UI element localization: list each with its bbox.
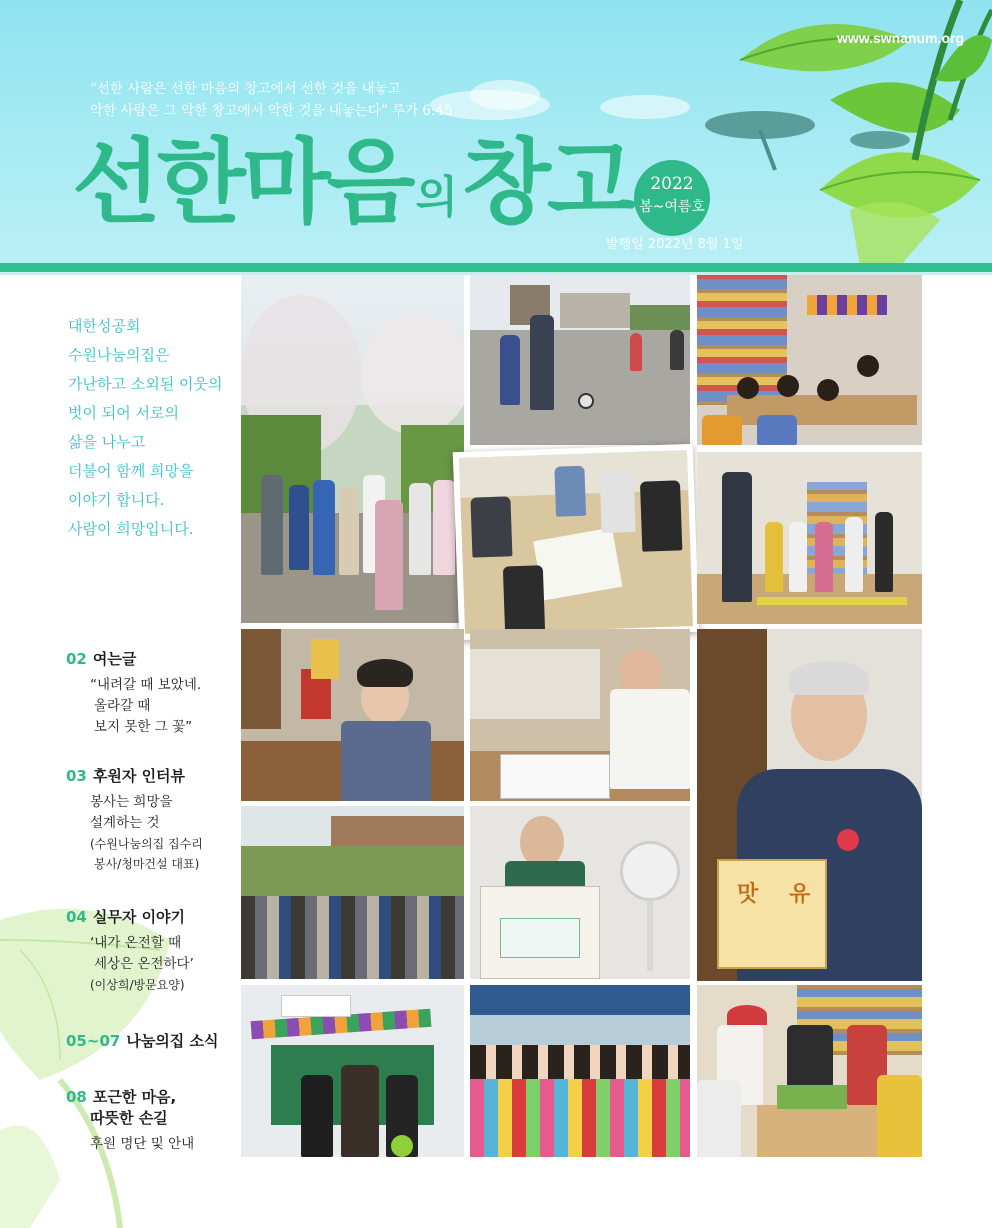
gift-label-2: 유 bbox=[789, 882, 811, 907]
bed bbox=[470, 649, 600, 719]
intro-line: 더불어 함께 희망을 bbox=[68, 462, 194, 480]
toc-title: 나눔의집 소식 bbox=[126, 1032, 219, 1050]
child bbox=[470, 496, 512, 557]
child bbox=[877, 1075, 922, 1157]
floor-tape bbox=[757, 597, 907, 605]
photo-christmas bbox=[697, 985, 922, 1157]
children-in-hanbok bbox=[470, 1077, 690, 1157]
intro-line: 수원나눔의집은 bbox=[68, 346, 170, 364]
gift-box bbox=[717, 859, 827, 969]
title-part-3: 창고 bbox=[462, 129, 632, 236]
intro-line: 가난하고 소외된 이웃의 bbox=[68, 375, 223, 393]
person bbox=[339, 487, 359, 575]
photo-outdoor-group bbox=[241, 806, 464, 979]
child bbox=[554, 466, 586, 517]
adult bbox=[722, 472, 752, 602]
toc-line: ‘내가 온전할 때 bbox=[90, 935, 182, 951]
badge-season: 봄~여름호 bbox=[639, 199, 705, 215]
toc-page-number: 02 bbox=[66, 650, 87, 668]
toc-title: 후원자 인터뷰 bbox=[92, 767, 186, 785]
photo-woman-fan bbox=[470, 806, 690, 979]
toc-item[interactable] bbox=[66, 1030, 219, 1051]
party-banner bbox=[807, 295, 887, 315]
toc-page-number: 05~07 bbox=[66, 1032, 121, 1050]
child bbox=[630, 333, 642, 371]
hair bbox=[789, 661, 869, 695]
electric-fan bbox=[620, 841, 680, 901]
toc-note: (이상희/방문요양) bbox=[90, 978, 185, 992]
masthead-title bbox=[72, 128, 632, 248]
hair bbox=[357, 659, 413, 687]
photo-elderly-woman bbox=[241, 629, 464, 801]
header-divider bbox=[0, 263, 992, 272]
child bbox=[600, 472, 636, 533]
intro-line: 삶을 나누고 bbox=[68, 433, 146, 451]
child-head bbox=[737, 377, 759, 399]
toc-title: 포근한 마음, bbox=[92, 1088, 177, 1106]
building bbox=[560, 293, 630, 328]
children-heads bbox=[470, 1045, 690, 1079]
game-board bbox=[533, 527, 622, 600]
toc-note: (수원나눔의집 집수리 bbox=[90, 837, 203, 851]
child bbox=[500, 335, 520, 405]
toc-item[interactable] bbox=[66, 648, 201, 738]
toc-line: 후원 명단 및 안내 bbox=[90, 1136, 195, 1152]
toc-line: 세상은 온전하다’ bbox=[94, 956, 194, 972]
issue-date: 발행일 2022년 8월 1일 bbox=[606, 237, 744, 252]
intro-line: 사람이 희망입니다. bbox=[68, 520, 194, 538]
person bbox=[409, 483, 431, 575]
banner bbox=[470, 985, 690, 1015]
toc-title-line-2: 따뜻한 손길 bbox=[90, 1109, 168, 1127]
child-head bbox=[857, 355, 879, 377]
person bbox=[313, 480, 335, 575]
photo-soccer bbox=[470, 275, 690, 445]
child bbox=[789, 522, 807, 592]
photo-hanbok bbox=[470, 985, 690, 1157]
quote-line-1: “선한 사람은 선한 마음의 창고에서 선한 것을 내놓고 bbox=[90, 81, 401, 97]
child-head bbox=[817, 379, 839, 401]
corsage bbox=[837, 829, 859, 851]
header-banner bbox=[0, 0, 992, 266]
photo-park-group bbox=[241, 275, 464, 623]
intro-line: 이야기 합니다. bbox=[68, 491, 165, 509]
toc-line: 보지 못한 그 꽃” bbox=[94, 719, 193, 735]
photo-children-line bbox=[697, 452, 922, 624]
intro-line: 벗이 되어 서로의 bbox=[68, 404, 179, 422]
fan-stand bbox=[647, 901, 653, 971]
cloud bbox=[600, 95, 690, 119]
photo-library-room bbox=[697, 275, 922, 445]
trees bbox=[630, 305, 690, 330]
toc-note: 봉사/청마건설 대표) bbox=[94, 857, 200, 871]
quote-line-2: 악한 사람은 그 악한 창고에서 악한 것을 내놓는다” 루가 6:45 bbox=[90, 103, 453, 119]
toc-page-number: 04 bbox=[66, 908, 87, 926]
child bbox=[815, 522, 833, 592]
person bbox=[375, 500, 403, 610]
child bbox=[702, 415, 742, 445]
air-conditioner bbox=[281, 995, 351, 1017]
soccer-ball bbox=[578, 393, 594, 409]
child bbox=[301, 1075, 333, 1157]
person-body bbox=[341, 721, 431, 801]
cloud bbox=[470, 80, 540, 110]
intro-text bbox=[68, 312, 222, 544]
child bbox=[875, 512, 893, 592]
toc-item[interactable] bbox=[66, 765, 203, 874]
title-part-2: 의 bbox=[415, 172, 459, 223]
toc-page-number: 03 bbox=[66, 767, 87, 785]
pumpkin-bucket bbox=[391, 1135, 413, 1157]
bag bbox=[311, 639, 339, 679]
child bbox=[697, 1080, 741, 1157]
toc-line: 설계하는 것 bbox=[90, 815, 160, 831]
child bbox=[530, 315, 554, 410]
toc-line: “내려갈 때 보았네. bbox=[90, 677, 202, 693]
crowd bbox=[241, 896, 464, 979]
toc-item[interactable] bbox=[66, 1086, 194, 1155]
santa-hat bbox=[727, 1005, 767, 1025]
photo-man-drawing bbox=[470, 629, 690, 801]
child bbox=[670, 330, 684, 370]
blossom-tree bbox=[361, 315, 464, 435]
drawing-paper bbox=[500, 754, 610, 799]
toc-page-number: 08 bbox=[66, 1088, 87, 1106]
cabinet bbox=[241, 629, 281, 729]
child bbox=[757, 415, 797, 445]
toc-item[interactable] bbox=[66, 906, 194, 995]
child bbox=[341, 1065, 379, 1157]
child bbox=[765, 522, 783, 592]
person bbox=[289, 485, 309, 570]
title-part-1: 선한마음 bbox=[72, 129, 412, 236]
photo-man-with-gift bbox=[697, 629, 922, 981]
toc-title: 여는글 bbox=[92, 650, 137, 668]
intro-line: 대한성공회 bbox=[68, 317, 141, 335]
gift-label-1: 맛 bbox=[737, 882, 759, 907]
issue-badge bbox=[634, 160, 710, 236]
person bbox=[433, 480, 455, 575]
child bbox=[640, 480, 682, 551]
website-url[interactable]: www.swnanum.org bbox=[836, 30, 964, 46]
child bbox=[503, 565, 545, 636]
person-body bbox=[610, 689, 690, 789]
box-label bbox=[500, 918, 580, 958]
child-head bbox=[777, 375, 799, 397]
toc-line: 올라갈 때 bbox=[94, 698, 151, 714]
gift-sets bbox=[777, 1085, 847, 1109]
toc-line: 봉사는 희망을 bbox=[90, 794, 173, 810]
person bbox=[261, 475, 283, 575]
toc-title: 실무자 이야기 bbox=[92, 908, 186, 926]
badge-year: 2022 bbox=[650, 174, 694, 194]
photo-board-game bbox=[453, 444, 699, 640]
bible-quote bbox=[90, 78, 453, 122]
child bbox=[845, 517, 863, 592]
photo-halloween bbox=[241, 985, 464, 1157]
